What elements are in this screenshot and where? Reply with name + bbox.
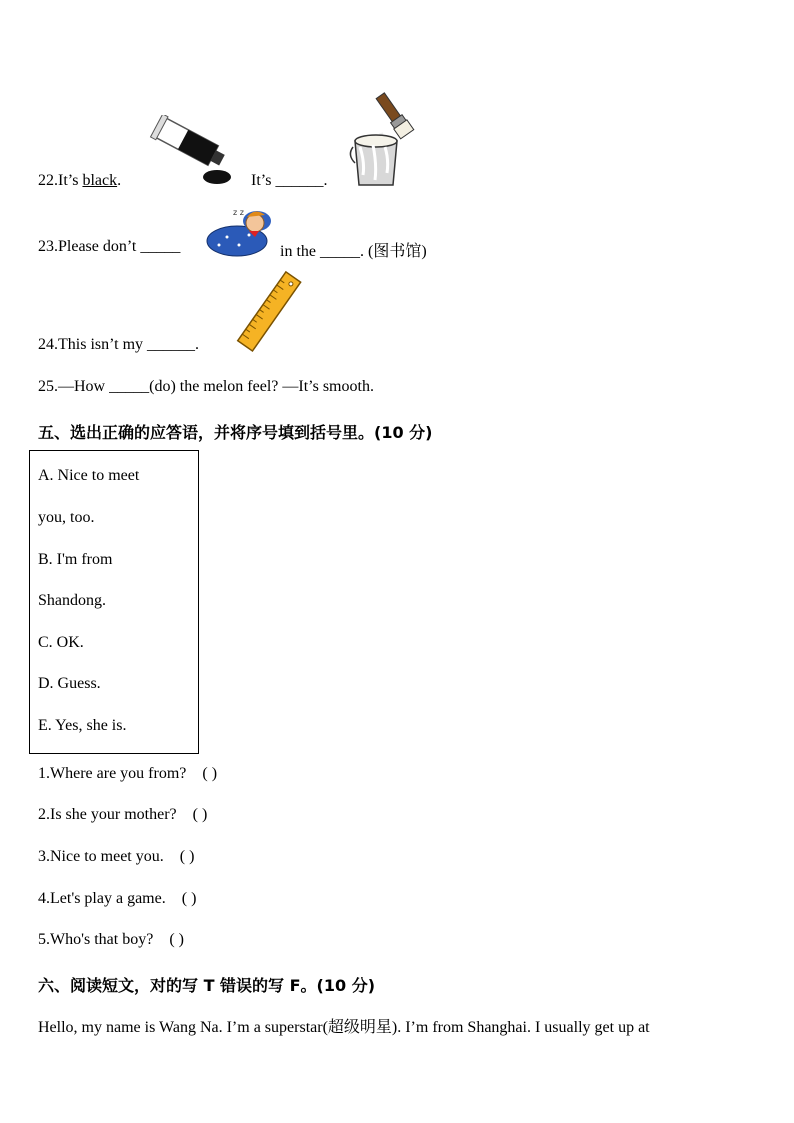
option-line: C. OK.: [38, 634, 84, 651]
section-6-heading: 六、阅读短文，对的写 T 错误的写 F。(10 分): [38, 976, 376, 995]
option-line: you, too.: [38, 509, 95, 526]
answer-parentheses[interactable]: ( ): [179, 848, 195, 865]
option-line: Shandong.: [38, 592, 106, 609]
option-line: A. Nice to meet: [38, 467, 140, 484]
match-question-4: [38, 890, 196, 908]
q23-text: Please don’t _____: [58, 238, 181, 255]
match-question-text: 3.Nice to meet you.: [38, 848, 164, 865]
q22-blank-text: It’s ______.: [251, 172, 328, 189]
ruler-icon: [233, 270, 308, 355]
question-22: [38, 172, 121, 190]
match-question-5: [38, 931, 184, 949]
q22-period: .: [117, 172, 122, 189]
section-5-heading: 五、选出正确的应答语，并将序号填到括号里。(10 分): [38, 423, 433, 442]
option-line: B. I'm from: [38, 551, 113, 568]
black-paint-tube-icon: [145, 115, 240, 187]
q24-number: 24.: [38, 336, 58, 353]
q23-number: 23.: [38, 238, 58, 255]
q25-text: —How _____(do) the melon feel? —It’s smooth.: [58, 378, 374, 395]
q23-blank-text: in the _____. (图书馆): [280, 243, 427, 260]
match-question-text: 2.Is she your mother?: [38, 806, 177, 823]
paint-bucket-brush-icon: [345, 85, 430, 190]
question-25: [38, 378, 374, 396]
answer-parentheses[interactable]: ( ): [192, 806, 208, 823]
match-question-2: [38, 806, 207, 824]
match-question-1: [38, 765, 217, 783]
option-line: E. Yes, she is.: [38, 717, 127, 734]
match-question-text: 1.Where are you from?: [38, 765, 187, 782]
q22-text: It’s: [58, 172, 83, 189]
sleeping-child-icon: [205, 205, 277, 260]
answer-parentheses[interactable]: ( ): [181, 890, 197, 907]
q22-number: 22.: [38, 172, 58, 189]
svg-text:z z: z z: [233, 208, 244, 217]
match-question-text: 4.Let's play a game.: [38, 890, 166, 907]
match-question-text: 5.Who's that boy?: [38, 931, 154, 948]
q22-answer: black: [82, 172, 118, 189]
match-question-3: [38, 848, 194, 866]
answer-parentheses[interactable]: ( ): [169, 931, 184, 948]
answer-parentheses[interactable]: ( ): [202, 765, 218, 782]
reading-passage: Hello, my name is Wang Na. I’m a superstar(超级明星). I’m from Shanghai. I usually get up at: [38, 1019, 650, 1036]
q24-text: This isn’t my ______.: [58, 336, 200, 353]
option-line: D. Guess.: [38, 675, 101, 692]
question-24: [38, 336, 199, 354]
question-23: [38, 238, 180, 256]
q25-number: 25.: [38, 378, 58, 395]
